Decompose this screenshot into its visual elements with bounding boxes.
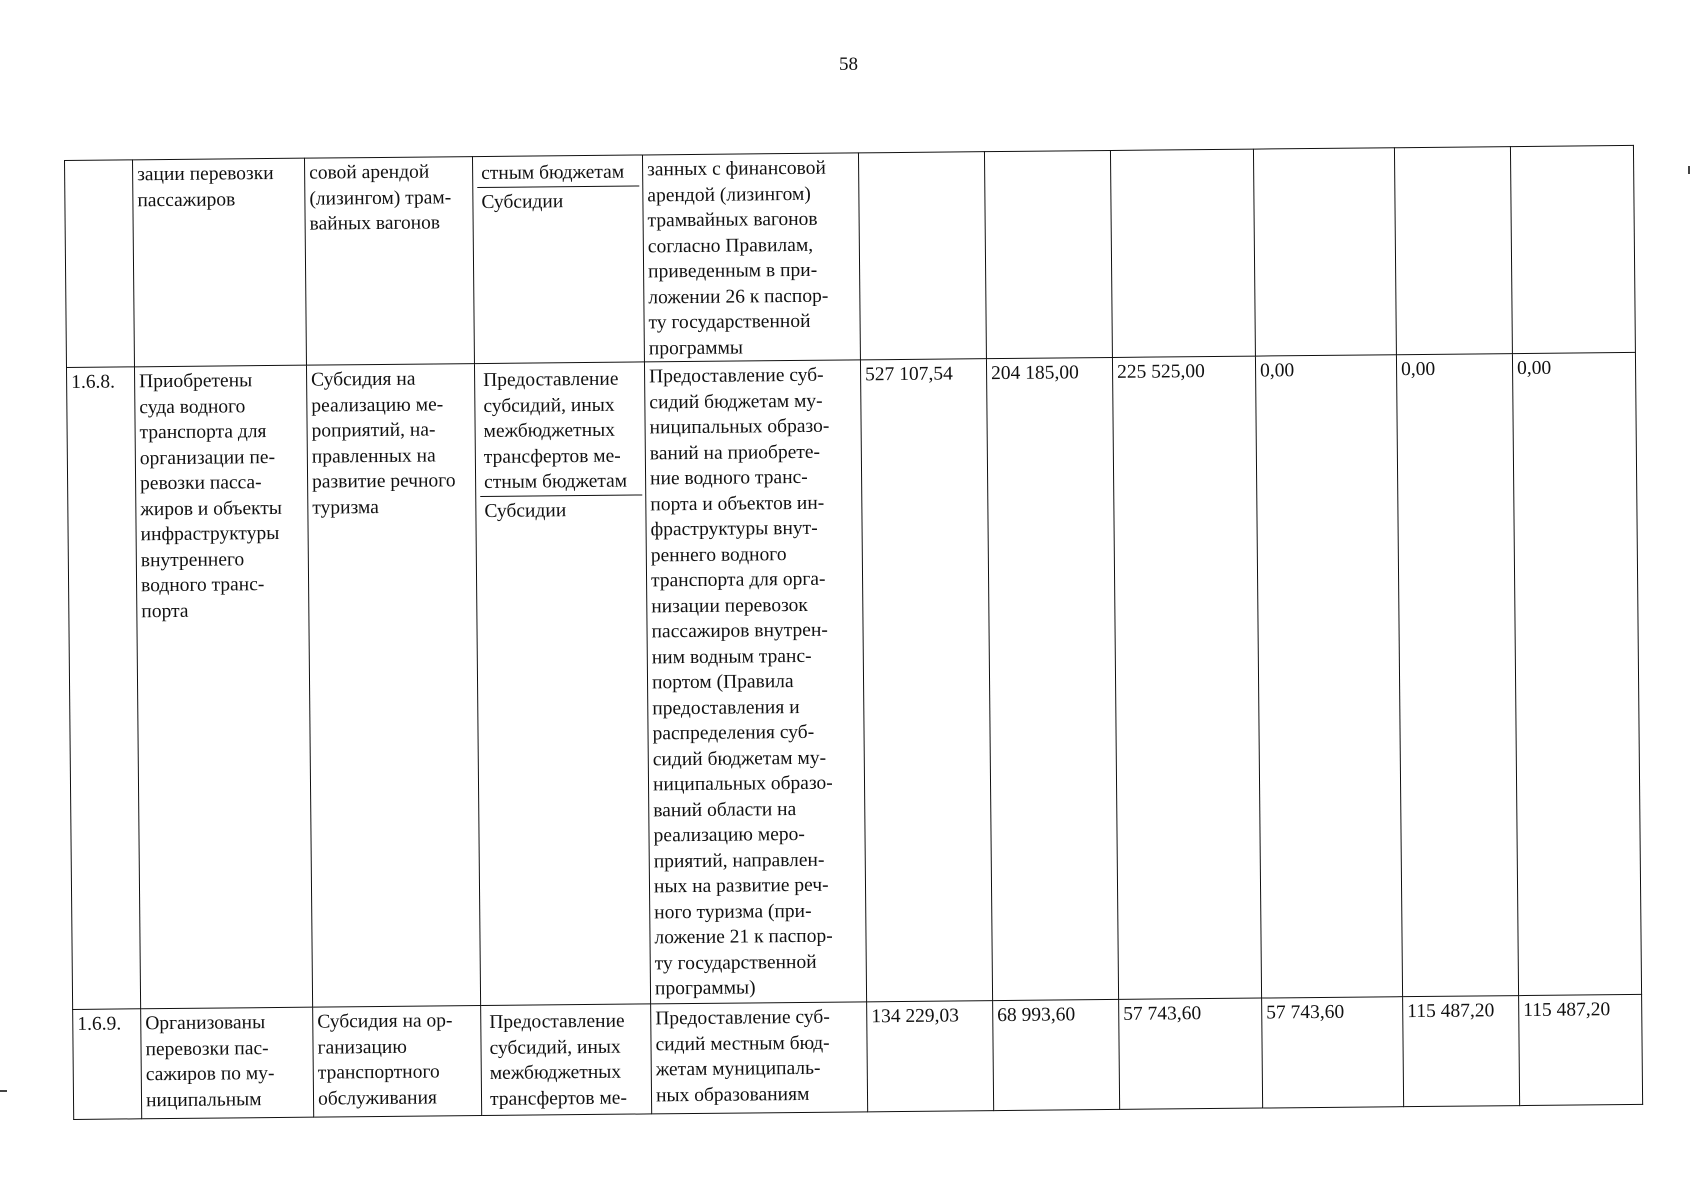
- value-cell: [1510, 145, 1635, 353]
- value-cell-text: 57 743,60: [1266, 1001, 1345, 1024]
- value-cell-text: 57 743,60: [1123, 1003, 1202, 1025]
- value-cell-text: 68 993,60: [997, 1004, 1076, 1027]
- form-top-text: Предоставление субсидий, иных межбюджетных трансфертов ме-: [489, 1010, 628, 1110]
- table-row: [66, 352, 1641, 1009]
- subsidy-cell-text: Субсидия на реализацию ме- роприятий, на- правленных на развитие речного туризма: [311, 368, 456, 519]
- margin-mark: [1688, 166, 1690, 174]
- form-bottom-text: Субсидии: [480, 494, 642, 524]
- subsidy-cell: [306, 364, 480, 1008]
- value-cell-text: 134 229,03: [871, 1005, 960, 1028]
- table-row: [65, 145, 1636, 367]
- description-cell-text: занных с финансовой арендой (лизингом) трамвайных вагонов согласно Правилам, приведенным в при- ложении 26 к паспор- ту государственной программы: [647, 157, 829, 359]
- form-cell: [472, 155, 644, 364]
- value-cell: [993, 999, 1120, 1110]
- value-cell-text: 204 185,00: [990, 362, 1079, 385]
- value-cell-text: 0,00: [1516, 357, 1552, 380]
- value-cell-text: 115 487,20: [1523, 999, 1611, 1022]
- value-cell: [986, 357, 1118, 1000]
- measure-cell-text: Приобретены суда водного транспорта для организации пе- ревозки пасса- жиров и объекты инфраструктуры внутреннего водного транс- порта: [139, 370, 283, 622]
- form-top-text: стным бюджетам: [481, 161, 625, 184]
- value-cell: [1119, 998, 1263, 1109]
- form-cell: [481, 1004, 652, 1116]
- measure-cell-text: зации перевозки пассажиров: [137, 162, 274, 211]
- form-top-text: Предоставление субсидий, иных межбюджетных трансфертов ме- стным бюджетам: [483, 368, 628, 493]
- table-row: [73, 994, 1643, 1119]
- value-cell: [1110, 149, 1255, 357]
- subsidy-cell-text: совой арендой (лизингом) трам- вайных вагонов: [309, 161, 452, 235]
- value-cell: [1262, 997, 1404, 1108]
- measure-cell: [133, 158, 307, 367]
- measure-cell: [141, 1007, 314, 1119]
- value-cell: [1253, 148, 1396, 356]
- row-number-text: 1.6.9.: [77, 1013, 122, 1035]
- page-number: 58: [839, 54, 858, 75]
- row-number: [65, 160, 135, 368]
- description-cell: [644, 360, 866, 1004]
- measure-cell-text: Организованы перевозки пас- сажиров по му- ниципальным: [145, 1012, 275, 1111]
- value-cell: [867, 1001, 994, 1112]
- value-cell: [1512, 352, 1641, 995]
- description-cell: [651, 1002, 868, 1114]
- value-cell-text: 115 487,20: [1407, 1000, 1495, 1023]
- value-cell: [1403, 996, 1520, 1107]
- subsidy-cell: [313, 1006, 482, 1118]
- row-number-text: 1.6.8.: [71, 371, 116, 393]
- subsidy-cell-text: Субсидия на ор- ганизацию транспортного обслуживания: [317, 1010, 453, 1110]
- value-cell: [1396, 354, 1518, 997]
- value-cell-text: 0,00: [1259, 360, 1295, 382]
- margin-mark: [0, 1090, 7, 1092]
- form-bottom-text: Субсидии: [477, 185, 639, 215]
- row-number: [66, 367, 140, 1010]
- value-cell-text: 225 525,00: [1116, 361, 1205, 383]
- value-cell: [858, 152, 986, 360]
- value-cell: [984, 150, 1112, 358]
- subsidy-cell: [304, 157, 474, 366]
- description-cell-text: Предоставление суб- сидий местным бюд- жетам муниципаль- ных образованиям: [655, 1006, 830, 1106]
- value-cell: [1519, 994, 1643, 1105]
- value-cell: [1394, 147, 1512, 355]
- measure-cell: [134, 365, 312, 1009]
- description-cell: [642, 153, 860, 362]
- value-cell-text: 0,00: [1400, 358, 1436, 381]
- value-cell: [860, 359, 992, 1002]
- value-cell-text: 527 107,54: [864, 363, 953, 386]
- value-cell: [1112, 356, 1261, 999]
- form-cell: [474, 362, 650, 1006]
- program-table: [64, 145, 1643, 1120]
- row-number: [73, 1009, 142, 1120]
- description-cell-text: Предоставление суб- сидий бюджетам му- ниципальных образо- ваний на приобрете- ние водного транс- порта и объектов ин- фраструктуры внут- реннего водного транспорта для орга- низации перевозок пассажиров внутрен- ним водным транс- портом (Правила предоставления и распределения суб- сидий бюджетам му- ниципальных образо- ваний области на реализацию меро- приятий, направлен- ных на развитие реч- ного туризма (при- ложение 21 к паспор- ту государственной программы): [649, 364, 833, 1000]
- value-cell: [1255, 355, 1402, 998]
